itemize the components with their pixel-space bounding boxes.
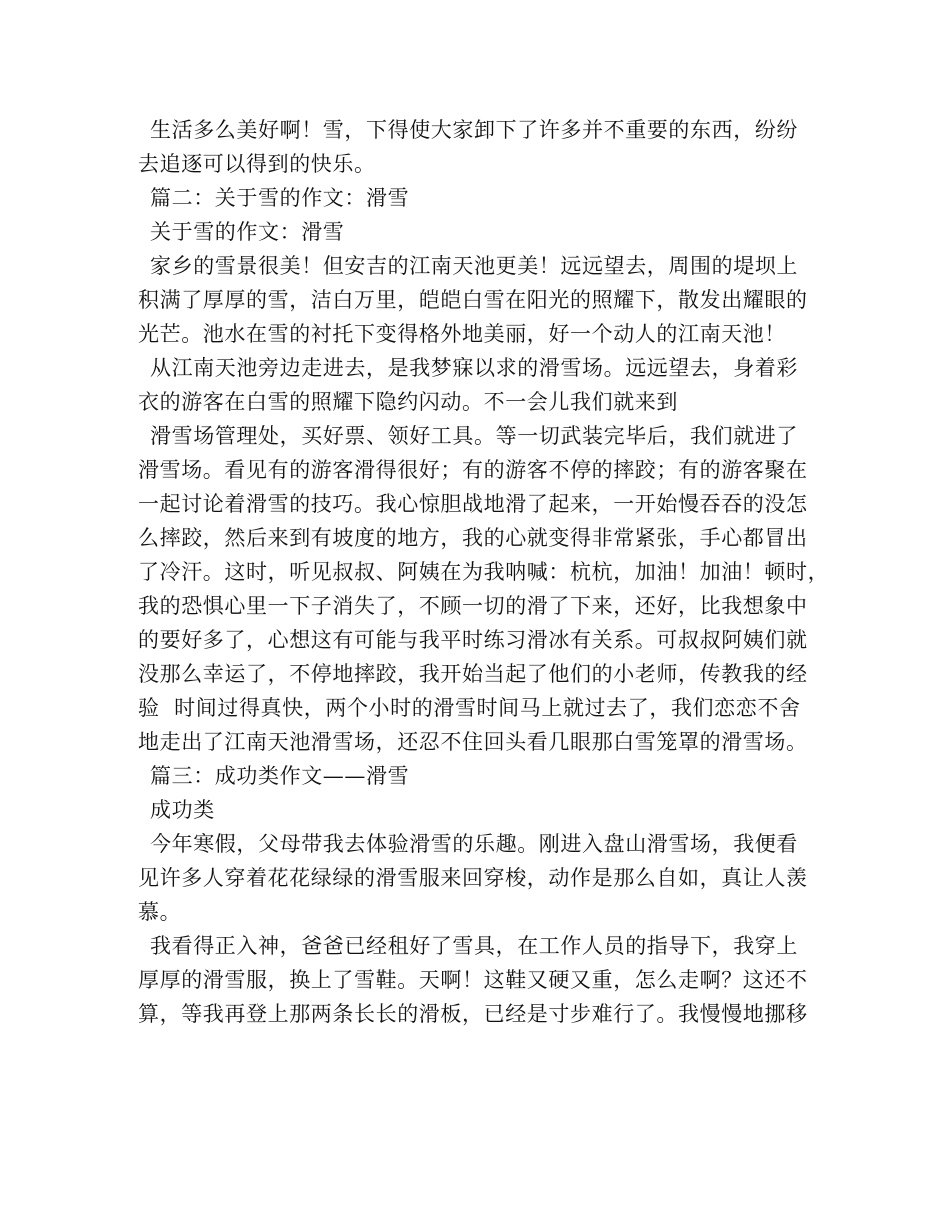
text-line: 慕。	[138, 900, 182, 924]
text-line: 的要好多了，心想这有可能与我平时练习滑冰有关系。可叔叔阿姨们就	[138, 628, 808, 652]
text-line: 一起讨论着滑雪的技巧。我心惊胆战地滑了起来，一开始慢吞吞的没怎	[138, 492, 808, 516]
text-line: 滑雪场管理处，买好票、领好工具。等一切武装完毕后，我们就进了	[150, 424, 798, 448]
text-line: 今年寒假，父母带我去体验滑雪的乐趣。刚进入盘山滑雪场，我便看	[150, 832, 798, 856]
text-line: 我看得正入神，爸爸已经租好了雪具，在工作人员的指导下，我穿上	[150, 934, 798, 958]
text-line: 家乡的雪景很美！但安吉的江南天池更美！远远望去，周围的堤坝上	[150, 254, 798, 278]
text-line: 衣的游客在白雪的照耀下隐约闪动。不一会儿我们就来到	[138, 390, 678, 414]
text-line: 见许多人穿着花花绿绿的滑雪服来回穿梭，动作是那么自如，真让人羡	[138, 866, 808, 890]
text-line: 算，等我再登上那两条长长的滑板，已经是寸步难行了。我慢慢地挪移	[138, 1002, 808, 1026]
text-line: 滑雪场。看见有的游客滑得很好；有的游客不停的摔跤；有的游客聚在	[138, 458, 808, 482]
text-line: 厚厚的滑雪服，换上了雪鞋。天啊！这鞋又硬又重，怎么走啊？这还不	[138, 968, 808, 992]
text-line: 没那么幸运了，不停地摔跤，我开始当起了他们的小老师，传教我的经	[138, 662, 808, 686]
text-line: 光芒。池水在雪的衬托下变得格外地美丽，好一个动人的江南天池！	[138, 322, 786, 346]
text-line: 去追逐可以得到的快乐。	[138, 152, 376, 176]
document-body	[0, 113, 950, 1031]
text-line: 生活多么美好啊！雪，下得使大家卸下了许多并不重要的东西，纷纷	[150, 118, 798, 142]
text-line: 么摔跤，然后来到有坡度的地方，我的心就变得非常紧张，手心都冒出	[138, 526, 808, 550]
text-line: 我的恐惧心里一下子消失了，不顾一切的滑了下来，还好，比我想象中	[138, 594, 808, 618]
text-line: 验 时间过得真快，两个小时的滑雪时间马上就过去了，我们恋恋不舍	[138, 696, 801, 720]
text-line: 从江南天池旁边走进去，是我梦寐以求的滑雪场。远远望去，身着彩	[150, 356, 798, 380]
text-line: 地走出了江南天池滑雪场，还忍不住回头看几眼那白雪笼罩的滑雪场。	[138, 730, 808, 754]
text-line: 积满了厚厚的雪，洁白万里，皑皑白雪在阳光的照耀下，散发出耀眼的	[138, 288, 808, 312]
text-line: 关于雪的作文：滑雪	[150, 220, 345, 244]
text-line: 成功类	[150, 798, 215, 822]
text-line: 篇二：关于雪的作文：滑雪	[150, 186, 410, 210]
text-line: 了冷汗。这时，听见叔叔、阿姨在为我呐喊：杭杭，加油！加油！顿时，	[138, 560, 830, 584]
text-line: 篇三：成功类作文——滑雪	[150, 764, 410, 788]
